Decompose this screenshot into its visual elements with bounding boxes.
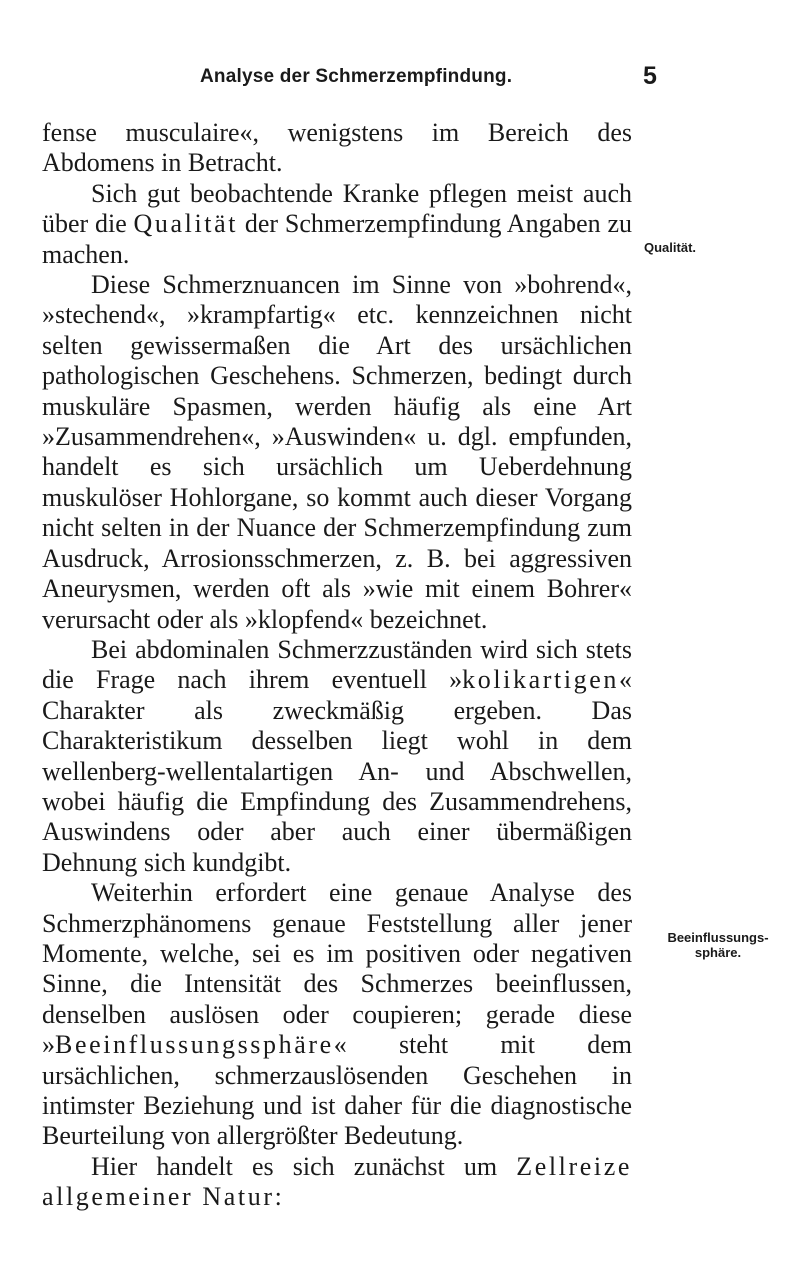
paragraph-3 [42, 270, 632, 635]
paragraph-6-text-a: Hier handelt es sich zunächst um [91, 1151, 517, 1181]
paragraph-1 [42, 118, 632, 179]
paragraph-4 [42, 635, 632, 878]
paragraph-2-text-a: Sich gut beobachtende Kranke pflegen meist auch über die [42, 178, 632, 239]
paragraph-5-text-b: « steht mit dem ursächlichen, schmerzauslösenden Geschehen in intimster Beziehung und ist daher für die diagnostische Beurteilung von allergrößter Bedeutung. [42, 1030, 632, 1151]
body-text [42, 118, 632, 1213]
margin-note-line-2: sphäre. [694, 945, 742, 960]
emphasis-kolikartigen: kolikartigen [462, 665, 619, 695]
paragraph-4-text-a: Bei abdominalen Schmerzzuständen wird sich stets die Frage nach ihrem eventuell » [42, 634, 632, 695]
emphasis-beeinflussungssphaere: Beeinflussungssphäre [55, 1030, 334, 1060]
paragraph-6-text-b: : [274, 1182, 282, 1212]
paragraph-5-text-a: Weiterhin erfordert eine genaue Analyse des Schmerzphänomens genaue Feststellung aller jener Momente, welche, sei es im positiven oder negativen Sinne, die Intensität des Schmerzes beeinflussen, denselben auslösen oder coupieren; gerade diese » [42, 878, 632, 1060]
running-title: Analyse der Schmerzempfindung. [200, 66, 513, 87]
emphasis-qualitaet: Qualität [133, 209, 239, 239]
paragraph-4-text-b: « Charakter als zweckmäßig ergeben. Das Charakteristikum desselben liegt wohl in dem wellenberg-wellentalartigen An- und Abschwellen, wobei häufig die Empfindung des Zusammendrehens, Auswindens oder aber auch einer übermäßigen Dehnung sich kundgibt. [42, 665, 632, 877]
page-header [0, 62, 800, 96]
paragraph-3-text: Diese Schmerznuancen im Sinne von »bohrend«, »stechend«, »krampfartig« etc. kennzeichnen nicht selten gewissermaßen die Art des ursächlichen pathologischen Geschehens. Schmerzen, bedingt durch muskuläre Spasmen, werden häufig als eine Art »Zusammendrehen«, »Auswinden« u. dgl. empfunden, handelt es sich ursächlich um Ueberdehnung muskulöser Hohlorgane, so kommt auch dieser Vorgang nicht selten in der Nuance der Schmerzempfindung zum Ausdruck, Arrosionsschmerzen, z. B. bei aggressiven Aneurysmen, werden oft als »wie mit einem Bohrer« verursacht oder als »klopfend« bezeichnet. [42, 270, 632, 634]
paragraph-2-text-b: der Schmerzempfindung Angaben zu machen. [42, 209, 632, 269]
margin-note-beeinflussungssphaere [640, 930, 796, 960]
margin-note-line-1: Beeinflussungs- [667, 930, 769, 945]
margin-note-qualitaet: Qualität. [644, 240, 697, 255]
paragraph-5 [42, 878, 632, 1152]
page-number: 5 [643, 62, 657, 90]
paragraph-6 [42, 1152, 632, 1213]
emphasis-zellreize: Zellreize allgemeiner Natur [42, 1151, 632, 1212]
paragraph-1-text: fense musculaire«, wenigstens im Bereich des Abdomens in Betracht. [42, 118, 632, 178]
paragraph-2 [42, 179, 632, 270]
